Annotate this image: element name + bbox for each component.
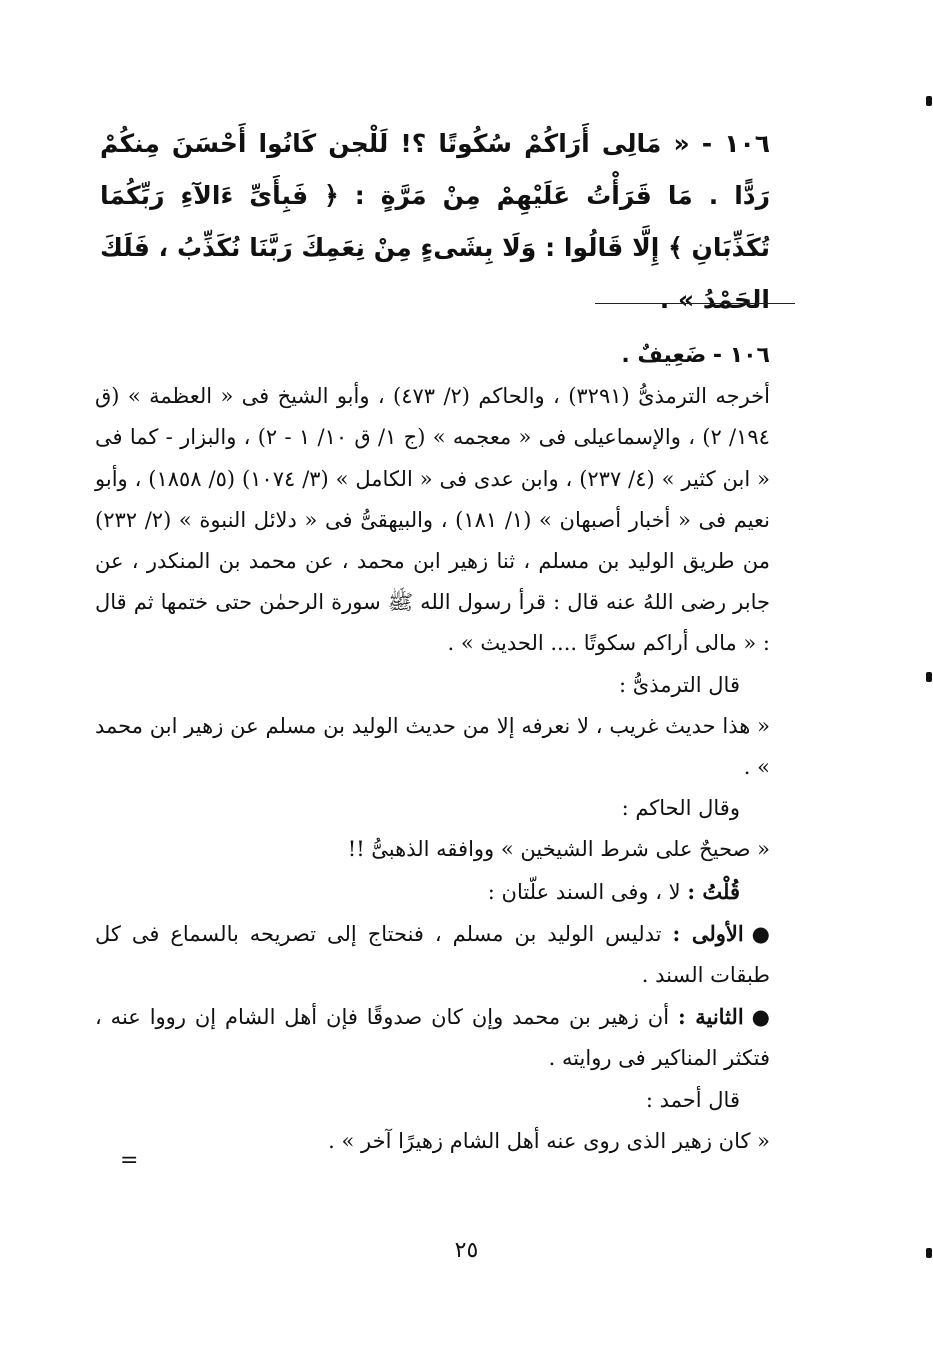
qultu-word: قُلْتُ :	[687, 878, 740, 904]
hakim-label: وقال الحاكم :	[621, 796, 740, 821]
first-defect-label: الأولى :	[672, 920, 744, 946]
qultu-text: لا ، وفى السند علّتان :	[487, 879, 681, 904]
second-defect-label: الثانية :	[677, 1004, 744, 1030]
second-defect-text: أن زهير بن محمد وإن كان صدوقًا فإن أهل الشام إن رووا عنه ، فتكثر المناكير فى روايته .	[95, 1005, 770, 1071]
hadith-text: ١٠٦ - « مَالِى أَرَاكُمْ سُكُوتًا ؟! لَلْجن كَانُوا أَحْسَنَ مِنكُمْ رَدًّا . مَا قَرَأْتُ عَلَيْهِمْ مِنْ مَرَّةٍ : ﴿ فَبِأَىِّ ءَالآءِ رَبِّكُمَا تُكَذِّبَانِ ﴾ إِلَّا قَالُوا : وَلَا بِشَىءٍ مِنْ نِعَمِكَ رَبَّنَا نُكَذِّبُ ، فَلَكَ الحَمْدُ » .	[100, 129, 770, 314]
ahmad-quote: « كان زهير الذى روى عنه أهل الشام زهيرًا آخر » .	[328, 1128, 770, 1153]
scan-edge-mark	[926, 96, 932, 106]
bullet-icon: ●	[751, 1005, 770, 1030]
grade-heading	[95, 335, 770, 376]
commentary-block	[95, 335, 770, 1162]
bullet-icon: ●	[751, 921, 770, 946]
sources-paragraph: أخرجه الترمذىُّ (٣٢٩١) ، والحاكم (٢/ ٤٧٣) ، وأبو الشيخ فى « العظمة » (ق ١٩٤/ ٢) ، والإسماعيلى فى « معجمه » (ج ١/ ق ١٠/ ١ - ٢) ، والبزار - كما فى « ابن كثير » (٤/ ٢٣٧) ، وابن عدى فى « الكامل » (٣/ ١٠٧٤) (٥/ ١٨٥٨) ، وأبو نعيم فى « أخبار أصبهان » (١/ ١٨١) ، والبيهقىُّ فى « دلائل النبوة » (٢/ ٢٣٢) من طريق الوليد بن مسلم ، ثنا زهير ابن محمد ، عن محمد بن المنكدر ، عن جابر رضى اللهُ عنه قال : قرأ رسول الله ﷺ سورة الرحمٰن حتى ختمها ثم قال : « مالى أراكم سكوتًا .... الحديث » .	[95, 384, 770, 656]
hakim-quote: « صحيحٌ على شرط الشيخين » ووافقه الذهبىُّ !!	[347, 837, 770, 862]
page-number: ٢٥	[454, 1238, 479, 1263]
first-defect	[95, 913, 770, 996]
scan-edge-mark	[926, 672, 932, 682]
second-defect	[95, 996, 770, 1079]
tirmidhi-quote: « هذا حديث غريب ، لا نعرفه إلا من حديث الوليد بن مسلم عن زهير ابن محمد » .	[95, 713, 770, 780]
first-defect-text: تدليس الوليد بن مسلم ، فنحتاج إلى تصريحه بالسماع فى كل طبقات السند .	[95, 921, 770, 988]
qultu-line	[95, 871, 770, 913]
grade-word: ضَعِيفٌ .	[621, 343, 707, 368]
footnote-separator	[595, 303, 795, 304]
continuation-mark: =	[120, 1148, 139, 1173]
ahmad-label: قال أحمد :	[645, 1087, 740, 1112]
tirmidhi-label: قال الترمذىُّ :	[619, 672, 740, 697]
scan-edge-mark	[926, 1248, 932, 1258]
hadith-number: ١٠٦ -	[712, 343, 770, 368]
